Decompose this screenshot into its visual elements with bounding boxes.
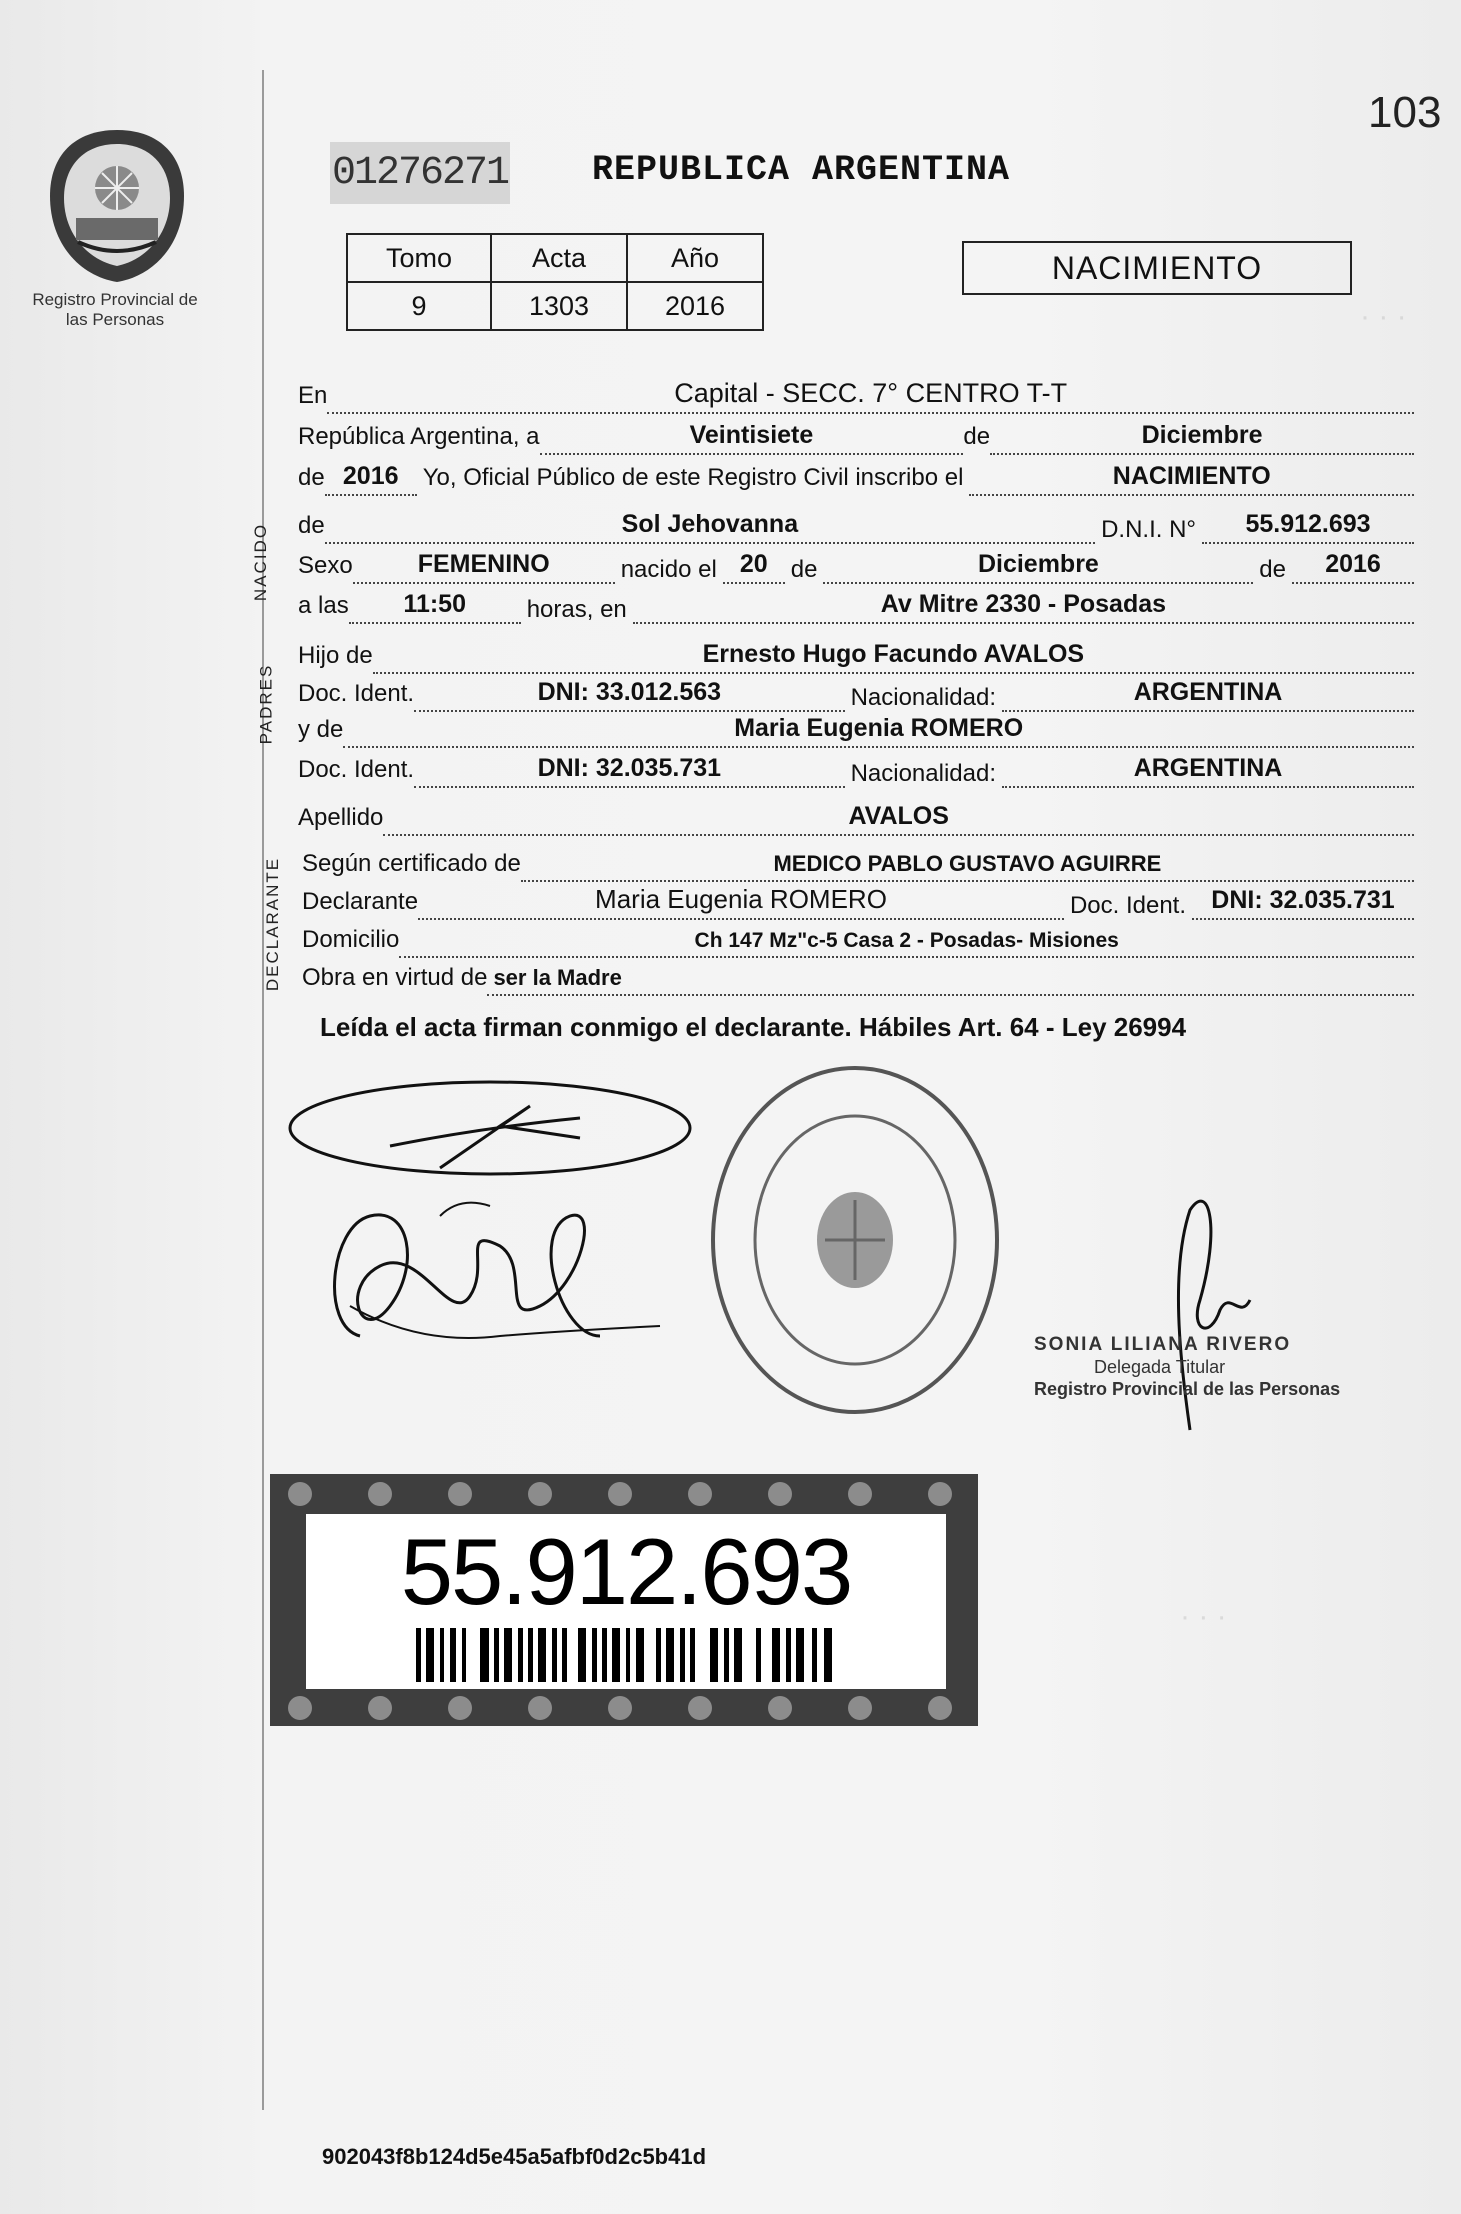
delegate-office: Registro Provincial de las Personas [1034,1379,1341,1399]
sex-birth-line [298,544,1414,584]
dni-label-sticker [270,1474,978,1726]
mother-line [298,708,1414,748]
child-name: Sol Jehovanna [621,510,799,538]
page-number: 103 [1368,88,1442,137]
republica-label: República Argentina, a [298,423,540,450]
de-label: de [963,423,991,450]
seal-caption: Registro Provincial de las Personas [32,290,198,329]
misiones-seal-icon [42,126,192,286]
delegate-block [1034,1334,1340,1400]
surname-line [298,796,1414,836]
declarant-doc-field [1192,886,1414,920]
document-title: REPUBLICA ARGENTINA [592,150,1011,190]
delegate-role: Delegada Titular [1094,1357,1226,1377]
nationality-label: Nacionalidad: [850,684,996,711]
closing-statement: Leída el acta firman conmigo el declarante. Hábiles Art. 64 - Ley 26994 [320,1012,1187,1042]
surname-label: Apellido [298,804,384,831]
address-line [302,918,1414,958]
declarant-name: Maria Eugenia ROMERO [595,884,887,914]
child-name-line [298,504,1414,544]
father-line [298,634,1414,674]
declarant-signature-icon [300,1186,680,1376]
act-type-box: NACIMIENTO [962,241,1352,295]
mother-label: y de [298,716,344,743]
birth-place-field [633,590,1414,624]
tomo-header: Tomo [347,234,491,282]
serial-number: 01276271 [330,142,510,204]
capacity-label: Obra en virtud de [302,964,488,991]
hour-label: a las [298,592,349,619]
father-field [373,640,1414,674]
nationality-label: Nacionalidad: [850,760,996,787]
child-dni: 55.912.693 [1245,510,1371,538]
side-label-padres: PADRES [256,663,276,745]
birth-day-field [723,550,785,584]
year-value: 2016 [342,462,399,490]
mother-doc-field [414,754,845,788]
mother-doc: DNI: 32.035.731 [537,754,722,782]
doc-label: Doc. Ident. [298,680,415,707]
bleed-through-mark: · · · [1360,300,1407,333]
father-doc-line [298,672,1414,712]
official-stamp-icon [705,1060,1005,1420]
declarant-label: Declarante [302,888,419,915]
hour-field [349,590,521,624]
mother-doc-line [298,748,1414,788]
signature-oval-icon [280,1068,700,1188]
official-signature-icon [1150,1190,1260,1440]
birth-place: Av Mitre 2330 - Posadas [880,590,1167,618]
born-label: nacido el [620,556,717,583]
birth-month-field [823,550,1253,584]
sex-label: Sexo [298,552,353,579]
mother-name: Maria Eugenia ROMERO [734,714,1024,742]
address-label: Domicilio [302,926,400,953]
father-doc: DNI: 33.012.563 [537,678,722,706]
place-value: Capital - SECC. 7° CENTRO T-T [674,378,1068,408]
delegate-name: SONIA LILIANA RIVERO [1034,1334,1292,1355]
margin-rule [262,70,264,2110]
dni-large-number: 55.912.693 [400,1519,852,1624]
registry-table [346,233,764,331]
side-label-nacido: NACIDO [251,522,271,602]
sex-value: FEMENINO [417,550,550,578]
de-label: de [298,464,325,491]
date-line [298,415,1414,455]
declarant-doc: DNI: 32.035.731 [1211,886,1395,914]
capacity-value: ser la Madre [493,965,622,990]
barcode-icon [416,1628,836,1682]
place-line [298,374,1414,414]
mother-field [343,714,1414,748]
birth-day: 20 [739,550,768,578]
dni-label-panel [306,1514,946,1689]
place-field [327,378,1414,414]
child-dni-field [1202,510,1414,544]
day-field [540,421,964,455]
de-label: de [790,556,818,583]
act-field [969,462,1414,496]
father-nat-field [1002,678,1414,712]
doc-label: Doc. Ident. [298,756,415,783]
birth-year: 2016 [1325,550,1381,578]
father-name: Ernesto Hugo Facundo AVALOS [702,640,1085,668]
bleed-through-mark: · · · [1180,1600,1227,1633]
year-field [325,462,417,496]
cert-value: MEDICO PABLO GUSTAVO AGUIRRE [773,851,1162,876]
father-doc-field [414,678,845,712]
anio-value: 2016 [627,282,763,330]
anio-header: Año [627,234,763,282]
statement-text: Yo, Oficial Público de este Registro Civil inscribo el [422,464,964,491]
month-value: Diciembre [1141,421,1263,449]
act-value: NACIMIENTO [1112,462,1271,490]
en-label: En [298,382,328,409]
place-label: horas, en [526,596,627,623]
birth-year-field [1292,550,1414,584]
declarant-field [418,884,1064,920]
dni-label: D.N.I. N° [1101,516,1196,543]
capacity-line [302,956,1414,996]
capacity-field [487,965,1414,996]
tomo-value: 9 [347,282,491,330]
hour-place-line [298,584,1414,624]
birth-hour: 11:50 [403,590,466,618]
mother-nationality: ARGENTINA [1133,754,1283,782]
mother-nat-field [1002,754,1414,788]
surname-field [383,802,1414,836]
address-field [399,929,1414,958]
cert-label: Según certificado de [302,850,521,877]
day-words: Veintisiete [689,421,814,449]
father-label: Hijo de [298,642,373,669]
declarant-line [302,880,1414,920]
address-value: Ch 147 Mz"c-5 Casa 2 - Posadas- Misiones [694,929,1119,952]
doc-label: Doc. Ident. [1069,892,1186,919]
surname-value: AVALOS [848,802,949,830]
side-label-declarante: DECLARANTE [263,856,283,992]
sex-field [353,550,615,584]
document-hash: 902043f8b124d5e45a5afbf0d2c5b41d [322,2144,707,2169]
cert-field [521,851,1414,882]
birth-month: Diciembre [977,550,1099,578]
certificate-line [302,842,1414,882]
acta-header: Acta [491,234,627,282]
statement-line [298,456,1414,496]
acta-value: 1303 [491,282,627,330]
de-label: de [1259,556,1286,583]
de-label: de [298,512,325,539]
month-field [990,421,1414,455]
father-nationality: ARGENTINA [1133,678,1283,706]
child-name-field [325,510,1095,544]
